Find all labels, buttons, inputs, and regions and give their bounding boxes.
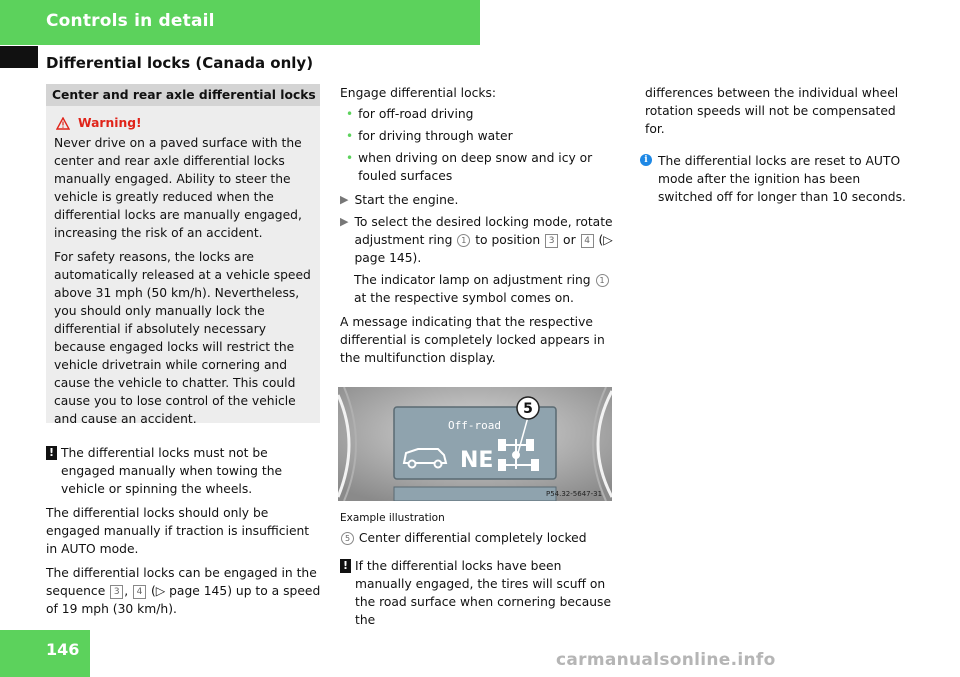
- legend-text: Center differential completely locked: [358, 531, 587, 545]
- display-big-text: NE: [460, 448, 494, 473]
- left-p2-text-b: (▷ page 145) up to a speed of 19 mph (30 km/h).: [46, 584, 321, 616]
- bullet-icon: •: [346, 129, 354, 143]
- message-paragraph: A message indicating that the respective differential is completely locked appears in the multifunction display.: [340, 315, 605, 365]
- legend-badge: 5: [341, 532, 354, 545]
- list-item: [340, 105, 616, 123]
- info-icon: i: [640, 154, 652, 166]
- left-column-lower: [46, 444, 322, 624]
- illustration-code: P54.32-5647-31: [546, 490, 603, 498]
- legend-row: [340, 529, 618, 547]
- step-2-text-a: To select the desired locking mode, rotate adjustment ring: [354, 215, 613, 247]
- section-title: Controls in detail: [46, 11, 215, 31]
- left-p2-text-a: The differential locks can be engaged in the sequence: [46, 566, 317, 598]
- warning-box: [46, 84, 320, 426]
- step-2-or: or: [563, 233, 576, 247]
- right-column: [640, 84, 912, 206]
- caution-note-2: [340, 557, 618, 629]
- display-mode-text: Off-road: [448, 419, 501, 432]
- middle-column: [340, 84, 616, 373]
- list-item: [340, 127, 616, 145]
- warning-paragraph-1: Never drive on a paved surface with the center and rear axle differential locks manually engaged. Ability to steer the vehicle is greatly reduced when the differential locks are manually engaged, increasing the risk of an accident.: [54, 136, 302, 240]
- info-text: The differential locks are reset to AUTO mode after the ignition has been switched off for longer than 10 seconds.: [658, 154, 906, 204]
- warning-label: Warning!: [78, 116, 142, 130]
- exclamation-icon: !: [46, 446, 57, 460]
- step-1: [340, 191, 616, 209]
- step-arrow-icon: ▶: [340, 193, 349, 206]
- left-paragraph-1: The differential locks should only be engaged manually if traction is insufficient in AUTO mode.: [46, 506, 310, 556]
- step-2-result-b: at the respective symbol comes on.: [354, 291, 574, 305]
- step-1-text: Start the engine.: [354, 193, 459, 207]
- step-2-text: [354, 213, 616, 267]
- callout-number: 5: [523, 401, 533, 417]
- watermark: carmanualsonline.info: [556, 650, 776, 670]
- caution-note-2-text: If the differential locks have been manually engaged, the tires will scuff on the road surface when cornering because the: [355, 559, 612, 627]
- page-number: 146: [46, 640, 80, 659]
- ring-1-badge: 1: [457, 234, 470, 247]
- multifunction-display-illustration: [338, 387, 612, 501]
- bullet-text: for driving through water: [358, 129, 513, 143]
- bullet-text: when driving on deep snow and icy or fouled surfaces: [358, 151, 593, 183]
- caution-note-1: [46, 444, 322, 498]
- header-tab-marker: [0, 46, 38, 68]
- warning-triangle-icon: [56, 117, 70, 130]
- step-arrow-icon: ▶: [340, 215, 349, 228]
- list-item: [340, 149, 616, 185]
- box-heading: Center and rear axle differential locks: [46, 84, 320, 106]
- step-2-text-c: (▷ page 145).: [354, 233, 613, 265]
- left-paragraph-2: [46, 564, 322, 618]
- exclamation-icon: !: [340, 559, 351, 573]
- warning-label-row: [54, 114, 312, 132]
- caution-note-1-text: The differential locks must not be engaged manually when towing the vehicle or spinning the wheels.: [61, 446, 283, 496]
- bullet-icon: •: [346, 107, 354, 121]
- page-title: Differential locks (Canada only): [46, 54, 314, 72]
- warning-paragraph-2: For safety reasons, the locks are automatically released at a vehicle speed above 31 mph (50 km/h). Nevertheless, you should only manually lock the differential if absolutely necessary because engaged locks will restrict the vehicle drivetrain while cornering and cause the vehicle to chatter. This could cause you to lose control of the vehicle and cause an accident.: [54, 250, 311, 426]
- middle-column-lower: [340, 509, 618, 635]
- bullet-text: for off-road driving: [358, 107, 474, 121]
- bullet-icon: •: [346, 151, 354, 165]
- position-3-badge: 3: [110, 585, 123, 599]
- position-4-badge: 4: [133, 585, 146, 599]
- step-2-result-a: The indicator lamp on adjustment ring: [354, 273, 591, 287]
- info-note: [640, 152, 912, 206]
- left-p2-comma: ,: [124, 584, 129, 598]
- ring-1-badge: 1: [596, 274, 609, 287]
- engage-bullet-list: [340, 105, 616, 185]
- step-2-text-b: to position: [475, 233, 541, 247]
- step-2-result: [340, 271, 616, 307]
- continued-text: differences between the individual wheel rotation speeds will not be compensated for.: [645, 86, 899, 136]
- engage-intro: Engage differential locks:: [340, 86, 497, 100]
- illustration-caption: Example illustration: [340, 512, 445, 524]
- step-2: [340, 213, 616, 267]
- position-4-badge: 4: [581, 234, 594, 248]
- position-3-badge: 3: [545, 234, 558, 248]
